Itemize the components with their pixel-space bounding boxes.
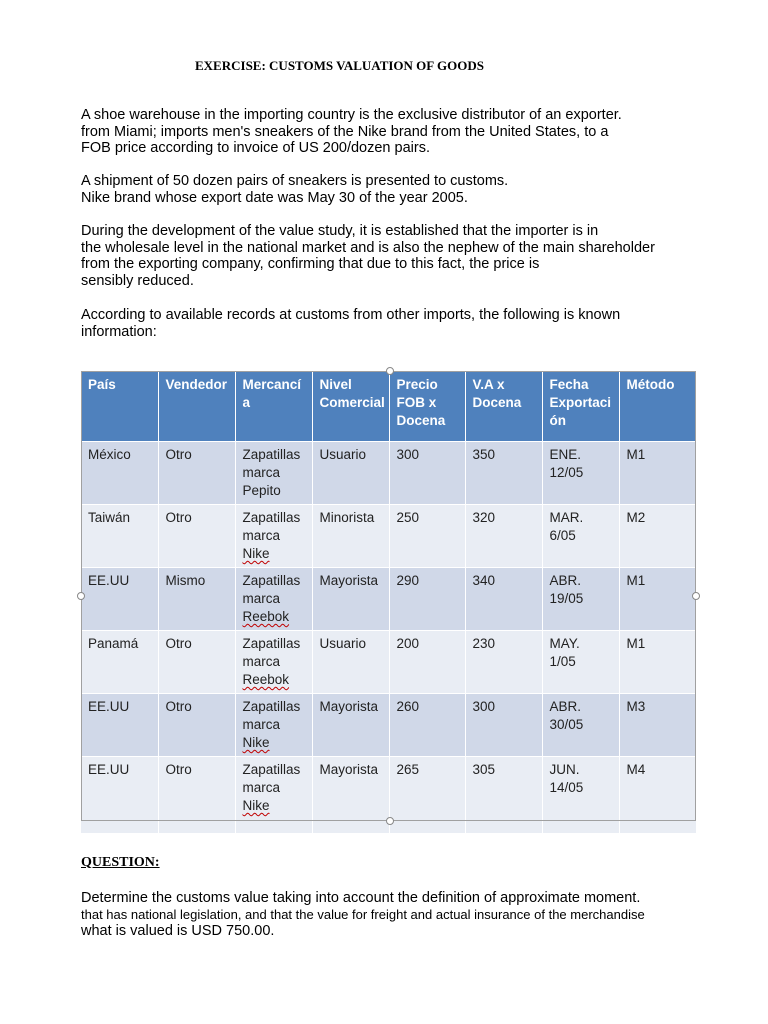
header-mercancia: Mercancí a xyxy=(235,371,312,442)
cell-precio: 250 xyxy=(389,505,465,568)
document-title: EXERCISE: CUSTOMS VALUATION OF GOODS xyxy=(195,58,484,73)
cell-mercancia: Zapatillas marca Reebok xyxy=(235,568,312,631)
table-header-row xyxy=(81,371,696,442)
cell-metodo: M3 xyxy=(619,694,696,757)
cell-metodo: M1 xyxy=(619,568,696,631)
text-line: A shoe warehouse in the importing country is the exclusive distributor of an exporter. xyxy=(81,107,622,123)
cell-pais: México xyxy=(81,442,158,505)
cell-nivel: Mayorista xyxy=(312,757,389,834)
paragraph-3 xyxy=(81,223,721,289)
cell-pais: Panamá xyxy=(81,631,158,694)
text-line: information: xyxy=(81,323,157,340)
cell-precio: 290 xyxy=(389,568,465,631)
table-row xyxy=(81,631,696,694)
cell-metodo: M2 xyxy=(619,505,696,568)
text-line: from the exporting company, confirming that due to this fact, the price is xyxy=(81,256,540,272)
table-row xyxy=(81,442,696,505)
resize-handle-right[interactable] xyxy=(692,592,700,600)
cell-mercancia: Zapatillas marca Pepito xyxy=(235,442,312,505)
cell-precio: 200 xyxy=(389,631,465,694)
table-row xyxy=(81,505,696,568)
cell-fecha: MAR. 6/05 xyxy=(542,505,619,568)
cell-vendedor: Mismo xyxy=(158,568,235,631)
header-nivel-comercial: Nivel Comercial xyxy=(312,371,389,442)
header-va: V.A x Docena xyxy=(465,371,542,442)
cell-fecha: ABR. 30/05 xyxy=(542,694,619,757)
text-line: A shipment of 50 dozen pairs of sneakers is presented to customs. xyxy=(81,173,509,189)
question-paragraph xyxy=(81,890,721,940)
cell-va: 300 xyxy=(465,694,542,757)
cell-nivel: Mayorista xyxy=(312,694,389,757)
cell-nivel: Usuario xyxy=(312,631,389,694)
resize-handle-bottom[interactable] xyxy=(386,817,394,825)
cell-pais: Taiwán xyxy=(81,505,158,568)
cell-vendedor: Otro xyxy=(158,757,235,834)
table-row xyxy=(81,694,696,757)
text-line: sensibly reduced. xyxy=(81,272,194,289)
question-heading: QUESTION: xyxy=(81,855,160,870)
text-line: the wholesale level in the national market and is also the nephew of the main shareholder xyxy=(81,239,655,256)
cell-mercancia: Zapatillas marca Reebok xyxy=(235,631,312,694)
cell-metodo: M1 xyxy=(619,442,696,505)
valuation-table-container[interactable] xyxy=(81,371,696,821)
cell-vendedor: Otro xyxy=(158,505,235,568)
cell-pais: EE.UU xyxy=(81,568,158,631)
text-line: Determine the customs value taking into account the definition of approximate moment. xyxy=(81,890,641,906)
paragraph-1 xyxy=(81,107,721,157)
cell-vendedor: Otro xyxy=(158,631,235,694)
cell-precio: 260 xyxy=(389,694,465,757)
valuation-table xyxy=(81,371,697,833)
text-line: According to available records at customs from other imports, the following is known xyxy=(81,307,621,323)
cell-vendedor: Otro xyxy=(158,442,235,505)
cell-mercancia: Zapatillas marca Nike xyxy=(235,757,312,834)
cell-va: 320 xyxy=(465,505,542,568)
cell-va: 305 xyxy=(465,757,542,834)
text-line: Nike brand whose export date was May 30 of the year 2005. xyxy=(81,189,468,206)
cell-nivel: Usuario xyxy=(312,442,389,505)
cell-nivel: Mayorista xyxy=(312,568,389,631)
cell-mercancia: Zapatillas marca Nike xyxy=(235,505,312,568)
cell-nivel: Minorista xyxy=(312,505,389,568)
cell-fecha: JUN. 14/05 xyxy=(542,757,619,834)
text-line: what is valued is USD 750.00. xyxy=(81,923,275,939)
cell-va: 350 xyxy=(465,442,542,505)
resize-handle-left[interactable] xyxy=(77,592,85,600)
cell-mercancia: Zapatillas marca Nike xyxy=(235,694,312,757)
paragraph-2 xyxy=(81,173,721,206)
table-row xyxy=(81,568,696,631)
header-metodo: Método xyxy=(619,371,696,442)
header-fecha: Fecha Exportaci ón xyxy=(542,371,619,442)
cell-pais: EE.UU xyxy=(81,757,158,834)
text-line: During the development of the value study, it is established that the importer is in xyxy=(81,223,599,239)
cell-va: 230 xyxy=(465,631,542,694)
header-pais: País xyxy=(81,371,158,442)
paragraph-4 xyxy=(81,307,721,340)
cell-fecha: ABR. 19/05 xyxy=(542,568,619,631)
cell-metodo: M4 xyxy=(619,757,696,834)
text-line: from Miami; imports men's sneakers of the Nike brand from the United States, to a xyxy=(81,123,609,140)
cell-pais: EE.UU xyxy=(81,694,158,757)
header-precio: Precio FOB x Docena xyxy=(389,371,465,442)
cell-fecha: ENE. 12/05 xyxy=(542,442,619,505)
resize-handle-top[interactable] xyxy=(386,367,394,375)
cell-precio: 300 xyxy=(389,442,465,505)
cell-va: 340 xyxy=(465,568,542,631)
cell-fecha: MAY. 1/05 xyxy=(542,631,619,694)
cell-vendedor: Otro xyxy=(158,694,235,757)
text-line: that has national legislation, and that the value for freight and actual insurance of the merchandise xyxy=(81,906,645,922)
header-vendedor: Vendedor xyxy=(158,371,235,442)
cell-precio: 265 xyxy=(389,757,465,834)
cell-metodo: M1 xyxy=(619,631,696,694)
text-line: FOB price according to invoice of US 200/dozen pairs. xyxy=(81,140,430,156)
